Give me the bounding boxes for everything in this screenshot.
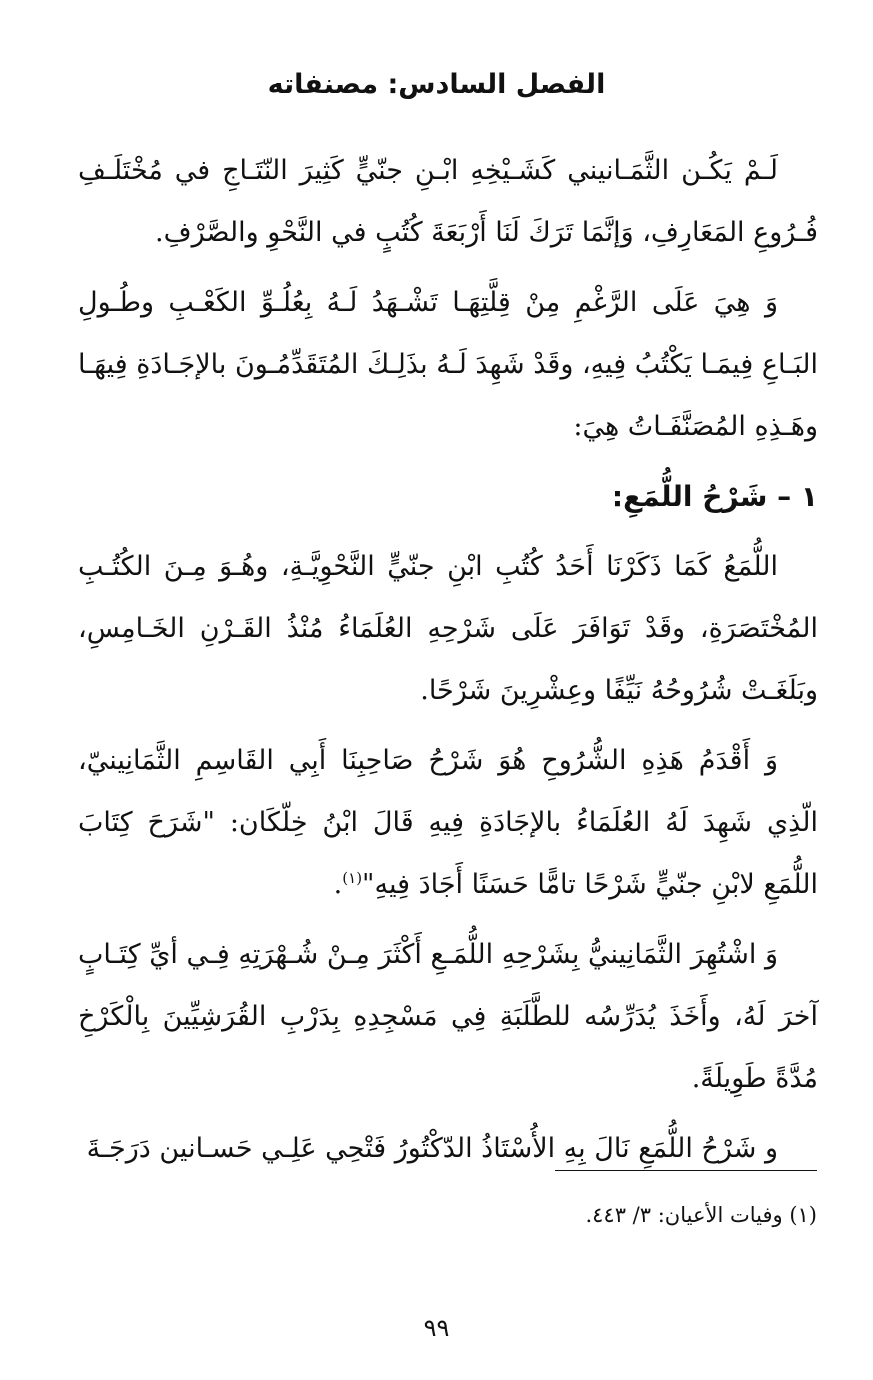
footnote-divider [555, 1170, 817, 1171]
paragraph-intro: لَـمْ يَكُـن الثَّمَـانيني كَشَـيْخِهِ ابْـنِ جنّيٍّ كَثِيرَ النّتَـاجِ في مُخْتَلَـفِ فُـرُوعِ المَعَارِفِ، وَإنَّمَا تَرَكَ لَنَا أَرْبَعَةَ كُتُبٍ في النَّحْوِ والصَّرْفِ. [78, 155, 818, 248]
paragraph-works-list-intro: وَ هِيَ عَلَى الرَّغْمِ مِنْ قِلَّتِهَـا تَشْـهَدُ لَـهُ بِعُلُـوِّ الكَعْـبِ وطُـولِ البَـاعِ فِيمَـا يَكْتُبُ فِيهِ، وقَدْ شَهِدَ لَـهُ بذَلِـكَ المُتَقَدِّمُـونَ بالإجَـادَةِ فِيهَـا وهَـذِهِ المُصَنَّفَـاتُ هِيَ: [78, 287, 818, 442]
footnote: (١) وفيات الأعيان: ٣/ ٤٤٣. [585, 1203, 817, 1227]
paragraph-oldest-commentary-text: وَ أَقْدَمُ هَذِهِ الشُّرُوحِ هُوَ شَرْحُ صَاحِبِنَا أَبِي القَاسِمِ الثَّمَانِينيّ، الّذِي شَهِدَ لَهُ العُلَمَاءُ بالإجَادَةِ فِيهِ قَالَ ابْنُ خِلّكَان: "شَرَحَ كِتَابَ اللُّمَعِ لابْنِ جنّيٍّ شَرْحًا تامًّا حَسَنًا أَجَادَ فِيهِ" [78, 745, 818, 900]
paragraph-end-mark: . [333, 869, 343, 900]
chapter-title: الفصل السادس: مصنفاته [267, 69, 606, 100]
paragraph-continuation: و شَرْحُ اللُّمَعِ نَالَ بِهِ الأُسْتَاذُ الدّكْتُورُ فَتْحِي عَلِـي حَسـانين دَرَجَـةَ [86, 1133, 778, 1164]
paragraph-fame: وَ اشْتُهِرَ الثَّمَانِينيُّ بِشَرْحِهِ اللُّمَـعِ أَكْثَرَ مِـنْ شُـهْرَتِهِ فِـي أيِّ كِتَـابٍ آخرَ لَهُ، وأَخَذَ يُدَرِّسُه للطَّلَبَةِ فِي مَسْجِدِهِ بِدَرْبِ القُرَشِيِّينَ بِالْكَرْخِ مُدَّةً طَوِيلَةً. [78, 939, 818, 1094]
page-number: ٩٩ [423, 1314, 450, 1342]
body-text [78, 140, 818, 1188]
footnote-reference: (١) [342, 869, 363, 887]
section-heading: ١ – شَرْحُ اللُّمَعِ: [611, 480, 818, 513]
paragraph-oldest-commentary [78, 730, 818, 916]
paragraph-luma-description: اللُّمَعُ كَمَا ذَكَرْنَا أَحَدُ كُتُبِ ابْنِ جنّيٍّ النَّحْوِيَّـةِ، وهُـوَ مِـنَ الكُتُـبِ المُخْتَصَرَةِ، وقَدْ تَوَافَرَ عَلَى شَرْحِهِ العُلَمَاءُ مُنْذُ القَـرْنِ الخَـامِسِ، وبَلَغَـتْ شُرُوحُهُ نَيِّفًا وعِشْرِينَ شَرْحًا. [78, 551, 818, 706]
